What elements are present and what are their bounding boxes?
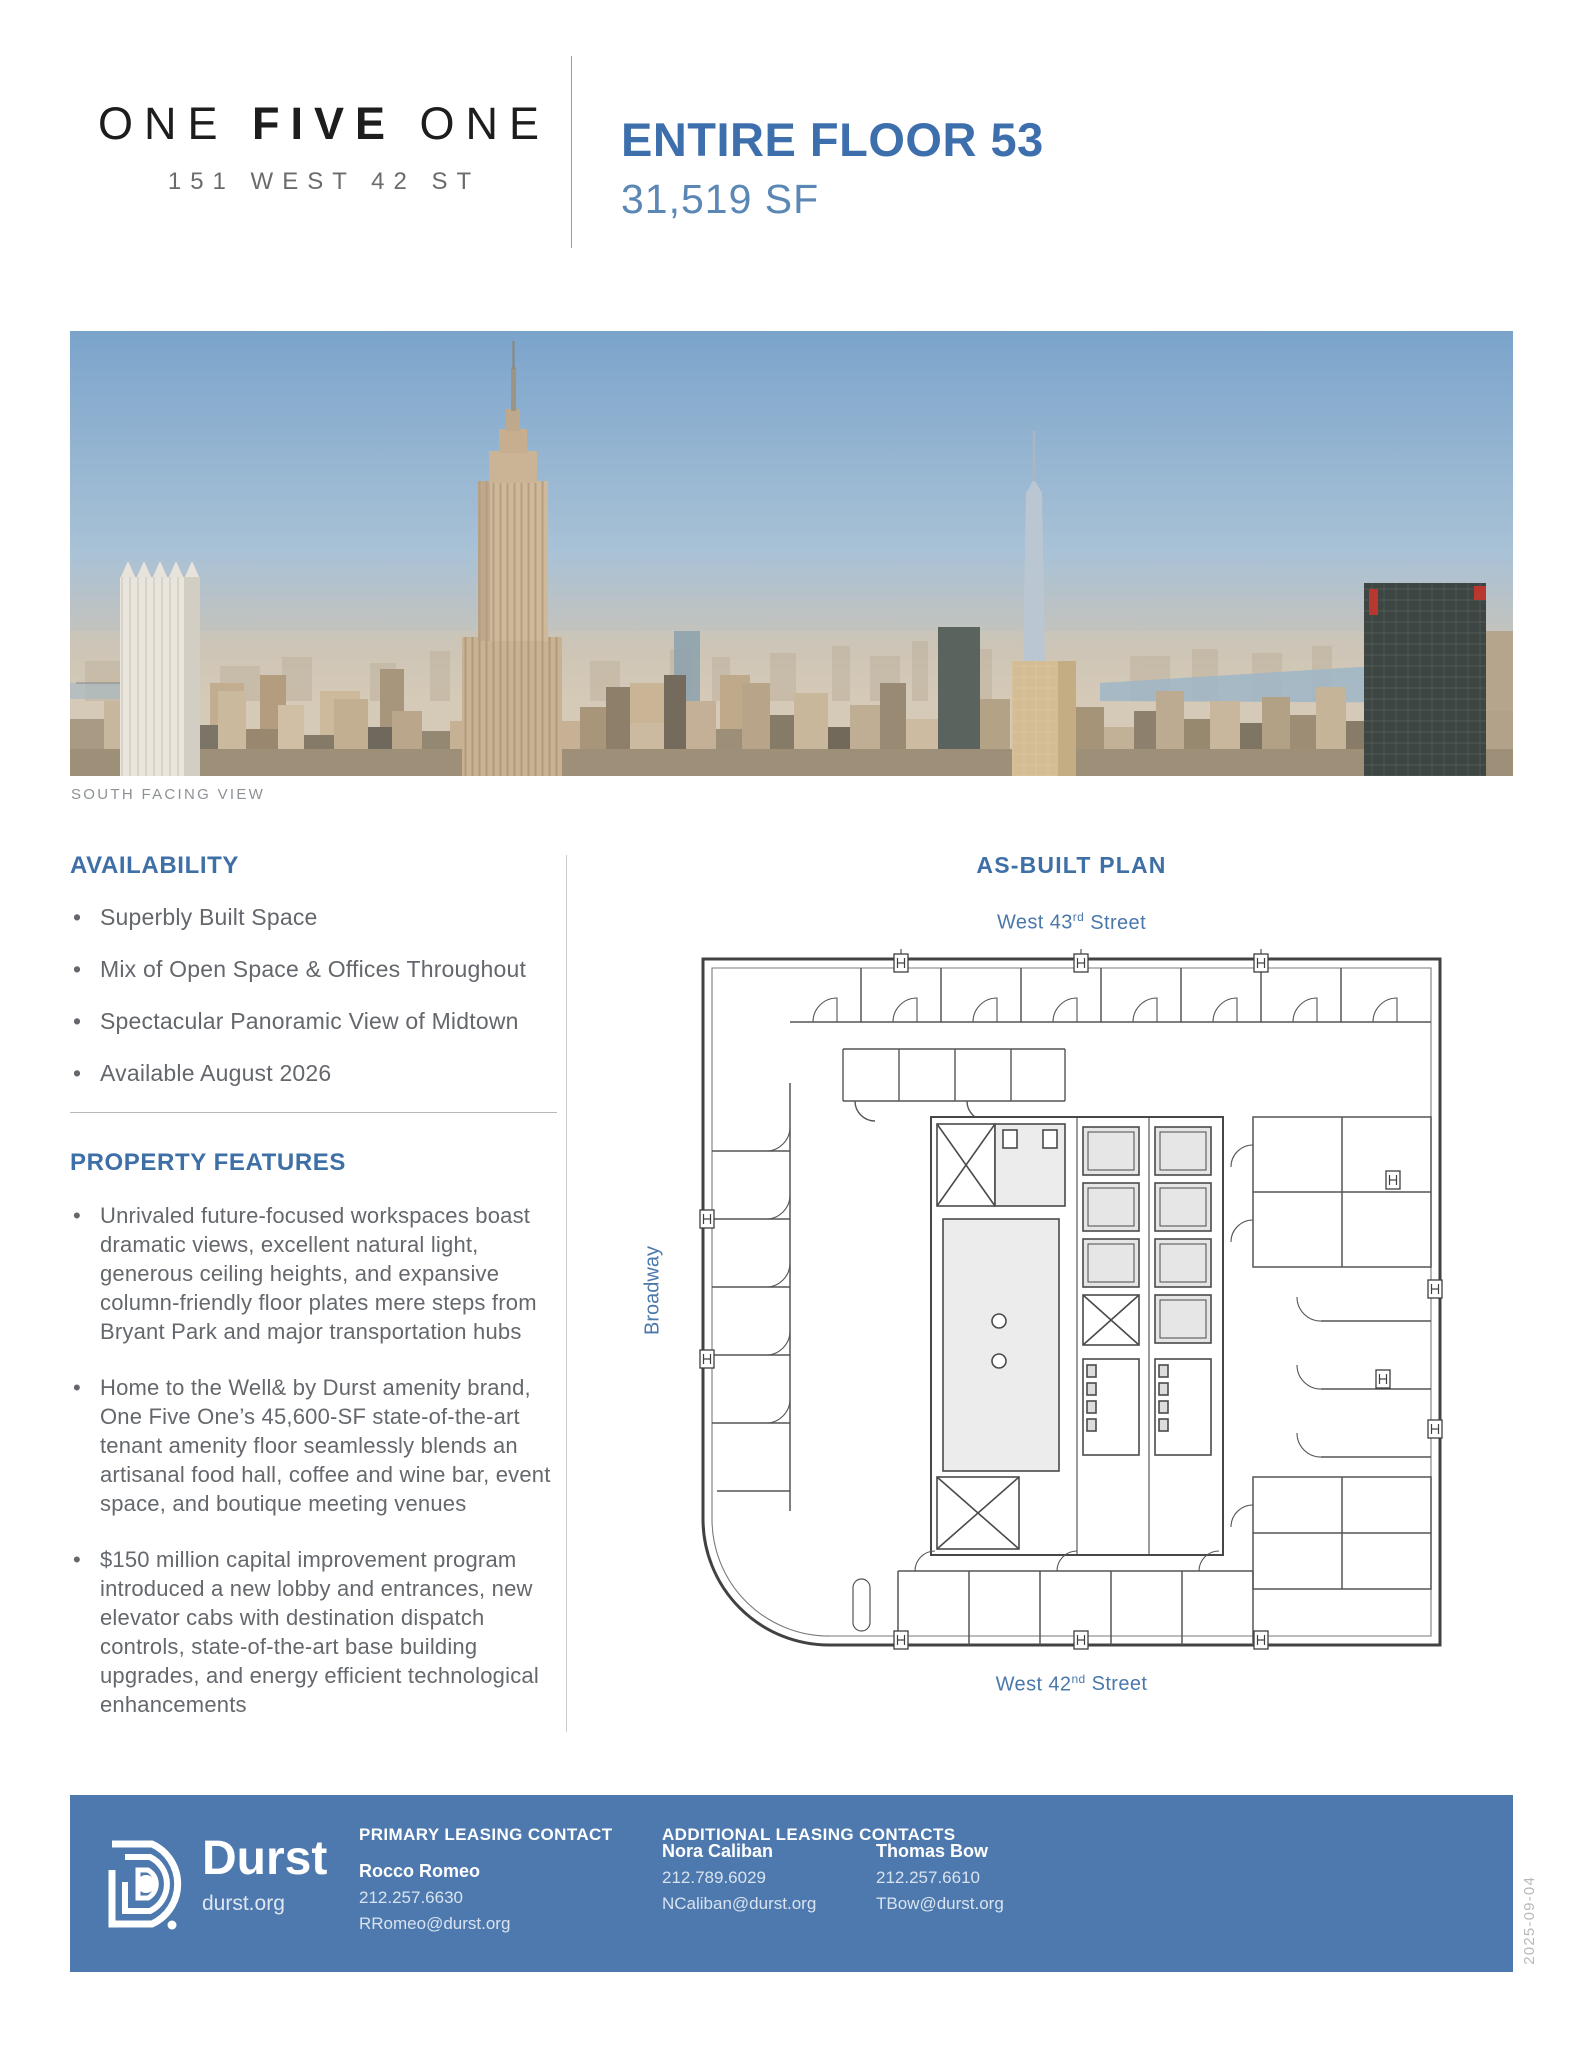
building-name: ONE FIVE ONE <box>97 98 551 149</box>
contact-email[interactable]: NCaliban@durst.org <box>662 1894 817 1913</box>
footer-band <box>70 1795 1513 1972</box>
contact-name: Nora Caliban <box>662 1841 774 1861</box>
durst-website[interactable]: durst.org <box>202 1892 285 1915</box>
durst-logo-icon <box>100 1828 200 1933</box>
plan-heading: AS-BUILT PLAN <box>976 852 1167 878</box>
contact-phone: 212.257.6630 <box>359 1888 463 1907</box>
white-tower-silhouette <box>120 561 200 776</box>
building-logo <box>85 98 563 196</box>
contact-email[interactable]: RRomeo@durst.org <box>359 1914 511 1933</box>
feature-item: • Unrivaled future-focused workspaces boast dramatic views, excellent natural light, generous ceiling heights, and expansive column-friendly floor plates mere steps from Bryant Park and major transportation hubs <box>70 1201 565 1346</box>
contact-email[interactable]: TBow@durst.org <box>876 1894 1004 1913</box>
contact-phone: 212.789.6029 <box>662 1868 766 1887</box>
features-list <box>70 1201 557 1720</box>
availability-item: • Available August 2026 <box>70 1060 557 1087</box>
additional-contacts-heading: ADDITIONAL LEASING CONTACTS <box>662 1825 956 1844</box>
date-stamp: 2025-09-04 <box>1521 1876 1538 1965</box>
availability-item: • Superbly Built Space <box>70 904 557 931</box>
availability-item: • Mix of Open Space & Offices Throughout <box>70 956 557 983</box>
contact-phone: 212.257.6610 <box>876 1868 980 1887</box>
dark-tower-silhouette <box>1364 583 1486 776</box>
listing-size: 31,519 SF <box>621 176 820 222</box>
additional-contact <box>876 1825 1004 1914</box>
primary-contact-heading: PRIMARY LEASING CONTACT <box>359 1825 613 1844</box>
building-address: 151 WEST 42 ST <box>167 168 481 195</box>
additional-contact <box>662 1825 816 1914</box>
availability-heading: AVAILABILITY <box>70 852 239 879</box>
skyline-photo <box>70 331 1513 776</box>
details-column <box>70 852 557 1747</box>
gold-tower-silhouette <box>1012 661 1076 776</box>
listing-title-block <box>621 112 1044 223</box>
column-divider <box>566 855 567 1732</box>
contact-name: Thomas Bow <box>876 1841 989 1861</box>
listing-title: ENTIRE FLOOR 53 <box>621 113 1044 166</box>
floor-plan <box>693 949 1450 1655</box>
feature-item: • $150 million capital improvement program introduced a new lobby and entrances, new elevator cabs with destination dispatch controls, state-of-the-art base building upgrades, and energy efficient technological enhancements <box>70 1545 565 1719</box>
section-divider <box>70 1112 557 1113</box>
features-heading: PROPERTY FEATURES <box>70 1149 347 1176</box>
durst-brand: Durst <box>202 1832 328 1885</box>
skyline-illustration <box>70 331 1513 776</box>
street-label-west: Broadway <box>641 1245 664 1335</box>
contact-name: Rocco Romeo <box>359 1861 481 1881</box>
availability-item: • Spectacular Panoramic View of Midtown <box>70 1008 557 1035</box>
street-label-north: West 43rd Street <box>996 910 1147 934</box>
availability-list <box>70 904 557 1087</box>
header-divider <box>571 56 572 248</box>
street-label-south: West 42nd Street <box>995 1671 1148 1696</box>
photo-caption: SOUTH FACING VIEW <box>71 786 266 803</box>
plan-column <box>600 852 1513 1696</box>
primary-contact <box>359 1825 613 1934</box>
feature-item: • Home to the Well& by Durst amenity brand, One Five One’s 45,600-SF state-of-the-art tenant amenity floor seamlessly blends an artisanal food hall, coffee and wine bar, event space, and boutique meeting venues <box>70 1373 565 1518</box>
